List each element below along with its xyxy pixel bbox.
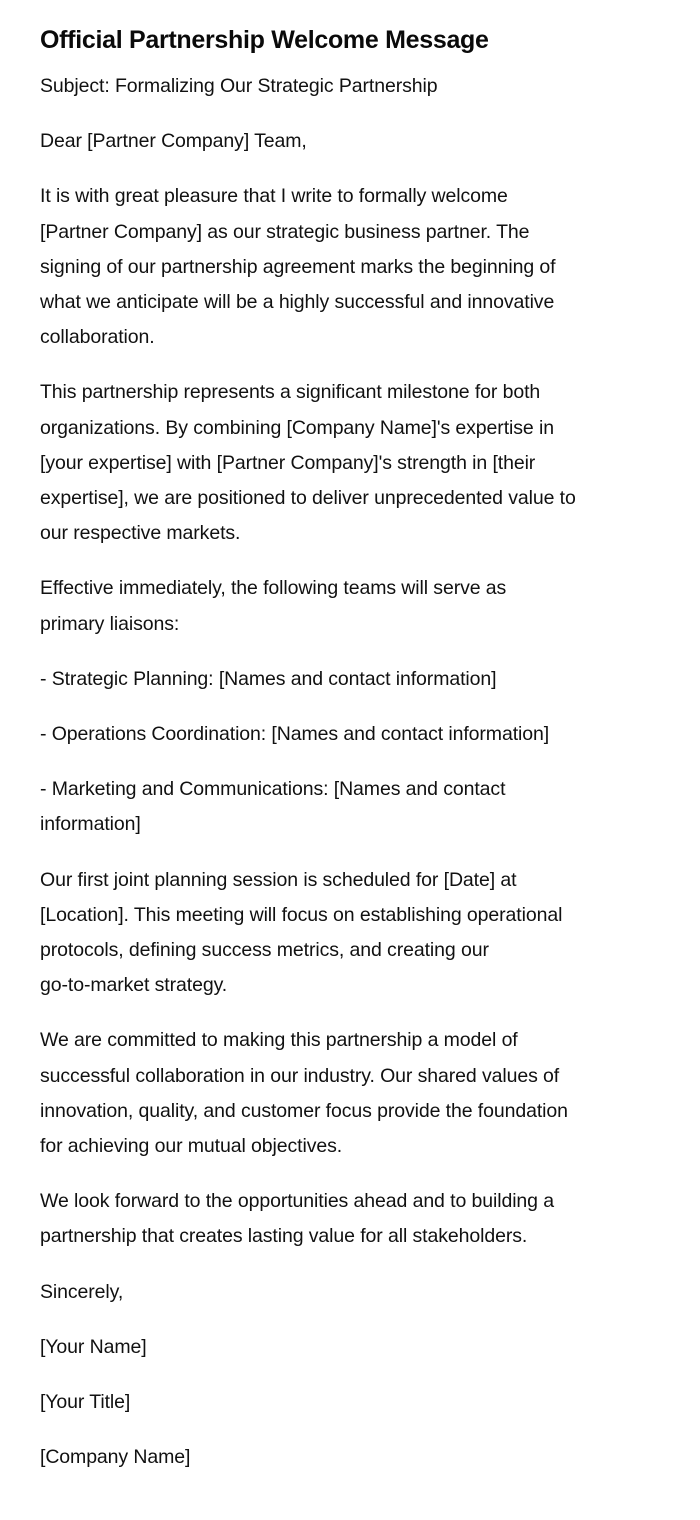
text-line: protocols, defining success metrics, and creating our: [40, 939, 489, 962]
subject-line: Subject: Formalizing Our Strategic Partnership: [40, 75, 438, 97]
text-line: for achieving our mutual objectives.: [40, 1135, 343, 1158]
liaison-item-operations-coordination: [40, 717, 660, 752]
text-line: We look forward to the opportunities ahead and to building a: [40, 1190, 554, 1213]
text-line: This partnership represents a significant milestone for both: [40, 381, 541, 404]
text-line: - Strategic Planning: [Names and contact information]: [40, 667, 497, 690]
paragraph-milestone: [40, 375, 660, 551]
text-line: our respective markets.: [40, 522, 241, 545]
text-line: innovation, quality, and customer focus provide the foundation: [40, 1099, 568, 1122]
text-line: - Marketing and Communications: [Names and contact: [40, 778, 506, 801]
text-line: Our first joint planning session is scheduled for [Date] at: [40, 868, 517, 891]
paragraph-planning-session: [40, 863, 660, 1004]
paragraph-commitment: [40, 1023, 660, 1164]
text-line: [your expertise] with [Partner Company]'s strength in [their: [40, 451, 536, 474]
liaison-item-marketing-communications: [40, 772, 660, 842]
text-line: expertise], we are positioned to deliver unprecedented value to: [40, 487, 576, 510]
paragraph-welcome: [40, 179, 660, 355]
text-line: what we anticipate will be a highly successful and innovative: [40, 291, 555, 314]
text-line: signing of our partnership agreement marks the beginning of: [40, 255, 556, 278]
text-line: [Location]. This meeting will focus on establishing operational: [40, 903, 563, 926]
paragraph-look-forward: [40, 1184, 660, 1254]
text-line: information]: [40, 813, 141, 836]
text-line: successful collaboration in our industry. Our shared values of: [40, 1064, 560, 1087]
text-line: go-to-market strategy.: [40, 974, 228, 997]
text-line: [Partner Company] as our strategic business partner. The: [40, 220, 530, 243]
signature-company: [Company Name]: [40, 1446, 191, 1469]
text-line: - Operations Coordination: [Names and contact information]: [40, 723, 550, 746]
text-line: partnership that creates lasting value for all stakeholders.: [40, 1225, 528, 1248]
text-line: organizations. By combining [Company Name]'s expertise in: [40, 416, 554, 439]
letter-document: [40, 22, 660, 1496]
signoff: Sincerely,: [40, 1280, 124, 1303]
signature-name: [Your Name]: [40, 1335, 147, 1358]
signature-title: [Your Title]: [40, 1391, 131, 1414]
liaison-item-strategic-planning: [40, 662, 660, 697]
text-line: We are committed to making this partnership a model of: [40, 1029, 518, 1052]
text-line: collaboration.: [40, 326, 155, 349]
text-line: It is with great pleasure that I write to formally welcome: [40, 185, 508, 208]
text-line: Effective immediately, the following teams will serve as: [40, 577, 507, 600]
salutation: Dear [Partner Company] Team,: [40, 130, 307, 153]
text-line: primary liaisons:: [40, 612, 180, 635]
paragraph-liaisons-intro: [40, 571, 660, 641]
document-title: Official Partnership Welcome Message: [40, 26, 489, 54]
